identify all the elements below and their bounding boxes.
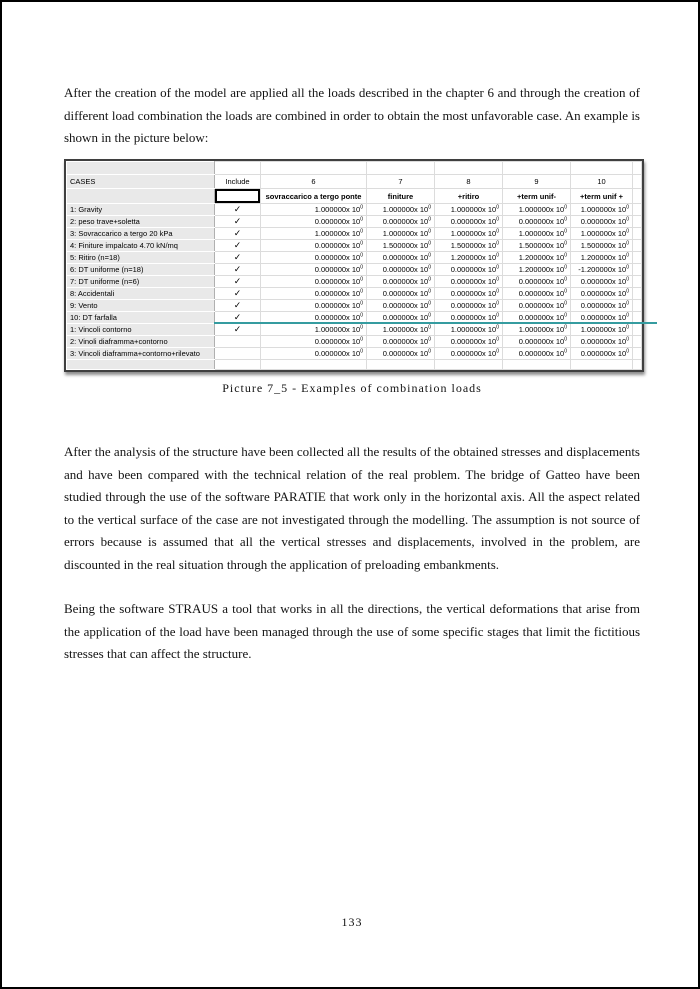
column-name-header: +term unif +	[571, 189, 633, 204]
blank-cell	[633, 216, 642, 228]
blank-cell	[215, 360, 261, 370]
load-factor-value: 0.000000x $10^0$	[435, 264, 503, 276]
load-factor-value: 0.000000x $10^0$	[435, 348, 503, 360]
load-factor-value: 0.000000x $10^0$	[571, 216, 633, 228]
blank-cell	[633, 324, 642, 336]
include-checkmark: ✓	[215, 216, 261, 228]
load-factor-value: 1.000000x $10^0$	[571, 204, 633, 216]
teal-divider-line	[214, 322, 657, 324]
label-blank-cell	[67, 360, 215, 370]
table-row	[67, 336, 642, 348]
paragraph-analysis: After the analysis of the structure have been collected all the results of the obtained stresses and displacements and have been compared with the technical relation of the real problem. The bridge of Gatteo have been studied through the use of the software PARATIE that work only in the horizontal axis. All the aspect related to the vertical surface of the case are not investigated through the modelling. The assumption is not source of errors because is assumed that all the vertical stresses and displacements, involved in the problem, are discounted in the real situation through the application of preloading embankments.	[64, 444, 640, 572]
load-factor-value: 1.500000x $10^0$	[435, 240, 503, 252]
blank-cell	[503, 162, 571, 175]
load-factor-value: 0.000000x $10^0$	[261, 276, 367, 288]
table-row	[67, 162, 642, 175]
figure-caption: Picture 7_5 - Examples of combination loads	[222, 381, 482, 395]
blank-cell	[633, 300, 642, 312]
column-name-header: +term unif-	[503, 189, 571, 204]
load-factor-value: 0.000000x $10^0$	[367, 312, 435, 324]
load-factor-value: 1.000000x $10^0$	[571, 228, 633, 240]
blank-cell	[633, 228, 642, 240]
case-label: 7: DT uniforme (n=6)	[67, 276, 215, 288]
load-factor-value: 1.000000x $10^0$	[261, 204, 367, 216]
load-factor-value: 0.000000x $10^0$	[503, 348, 571, 360]
case-label: 10: DT farfalla	[67, 312, 215, 324]
load-factor-value: 0.000000x $10^0$	[261, 252, 367, 264]
load-factor-value: 1.500000x $10^0$	[367, 240, 435, 252]
load-factor-value: 1.000000x $10^0$	[503, 324, 571, 336]
include-checkmark: ✓	[215, 300, 261, 312]
case-label: 1: Gravity	[67, 204, 215, 216]
blank-cell	[571, 360, 633, 370]
blank-cell	[367, 360, 435, 370]
page-number: 133	[341, 915, 363, 929]
load-factor-value: 1.000000x $10^0$	[261, 228, 367, 240]
column-number-header: 8	[435, 175, 503, 189]
load-factor-value: 0.000000x $10^0$	[261, 288, 367, 300]
blank-cell	[633, 204, 642, 216]
load-factor-value: 1.000000x $10^0$	[503, 204, 571, 216]
load-factor-value: 0.000000x $10^0$	[571, 348, 633, 360]
load-factor-value: 1.200000x $10^0$	[571, 252, 633, 264]
table-row	[67, 348, 642, 360]
table-row	[67, 204, 642, 216]
load-factor-value: 0.000000x $10^0$	[435, 300, 503, 312]
table-row	[67, 288, 642, 300]
blank-cell	[633, 175, 642, 189]
include-checkmark: ✓	[215, 288, 261, 300]
blank-cell	[633, 348, 642, 360]
include-checkmark: ✓	[215, 324, 261, 336]
blank-cell	[435, 162, 503, 175]
load-factor-value: 0.000000x $10^0$	[571, 276, 633, 288]
blank-cell	[633, 336, 642, 348]
include-checkmark: ✓	[215, 264, 261, 276]
load-factor-value: 0.000000x $10^0$	[435, 288, 503, 300]
load-factor-value: 0.000000x $10^0$	[503, 216, 571, 228]
load-factor-value: 1.000000x $10^0$	[503, 228, 571, 240]
load-factor-value: 0.000000x $10^0$	[367, 300, 435, 312]
load-factor-value: 1.000000x $10^0$	[435, 204, 503, 216]
table-row	[67, 189, 642, 204]
case-label: 3: Sovraccarico a tergo 20 kPa	[67, 228, 215, 240]
blank-cell	[633, 162, 642, 175]
load-factor-value: 0.000000x $10^0$	[503, 312, 571, 324]
load-factor-value: 0.000000x $10^0$	[367, 336, 435, 348]
column-name-header: +ritiro	[435, 189, 503, 204]
include-checkmark: ✓	[215, 252, 261, 264]
load-factor-value: 0.000000x $10^0$	[435, 336, 503, 348]
blank-cell	[633, 288, 642, 300]
cases-header-cell: CASES	[67, 175, 215, 189]
load-combinations-table	[66, 161, 642, 370]
load-factor-value: 0.000000x $10^0$	[435, 276, 503, 288]
load-factor-value: 1.200000x $10^0$	[503, 252, 571, 264]
include-checkmark	[215, 336, 261, 348]
blank-cell	[633, 252, 642, 264]
column-name-header: finiture	[367, 189, 435, 204]
case-label: 1: Vincoli contorno	[67, 324, 215, 336]
load-factor-value: 0.000000x $10^0$	[261, 264, 367, 276]
include-checkmark	[215, 348, 261, 360]
load-factor-value: 1.000000x $10^0$	[367, 228, 435, 240]
column-number-header: 10	[571, 175, 633, 189]
case-label: 5: Ritiro (n=18)	[67, 252, 215, 264]
load-factor-value: 0.000000x $10^0$	[261, 300, 367, 312]
blank-cell	[261, 162, 367, 175]
load-factor-value: 0.000000x $10^0$	[261, 312, 367, 324]
blank-cell	[503, 360, 571, 370]
table-row	[67, 228, 642, 240]
load-factor-value: 0.000000x $10^0$	[261, 348, 367, 360]
load-factor-value: 0.000000x $10^0$	[367, 252, 435, 264]
load-factor-value: 0.000000x $10^0$	[367, 348, 435, 360]
paragraph-straus: Being the software STRAUS a tool that works in all the directions, the vertical deformations that arise from the application of the load have been managed through the use of some specific stages that limit the fictitious stresses that can affect the structure.	[64, 601, 640, 661]
load-factor-value: 1.000000x $10^0$	[261, 324, 367, 336]
table-row	[67, 252, 642, 264]
load-factor-value: 1.200000x $10^0$	[503, 264, 571, 276]
table-row	[67, 276, 642, 288]
load-factor-value: 0.000000x $10^0$	[367, 288, 435, 300]
include-checkmark: ✓	[215, 240, 261, 252]
combination-loads-figure	[64, 159, 644, 372]
load-factor-value: 0.000000x $10^0$	[367, 216, 435, 228]
case-label: 2: peso trave+soletta	[67, 216, 215, 228]
blank-cell	[633, 264, 642, 276]
load-factor-value: 0.000000x $10^0$	[261, 216, 367, 228]
load-factor-value: 1.000000x $10^0$	[571, 324, 633, 336]
load-factor-value: 0.000000x $10^0$	[503, 300, 571, 312]
case-label: 9: Vento	[67, 300, 215, 312]
table-row	[67, 360, 642, 370]
paragraph-intro: After the creation of the model are applied all the loads described in the chapter 6 and through the creation of different load combination the loads are combined in order to obtain the most unfavorable case. An example is shown in the picture below:	[64, 85, 640, 145]
load-factor-value: 0.000000x $10^0$	[435, 216, 503, 228]
case-label: 2: Vinoli diaframma+contorno	[67, 336, 215, 348]
case-label: 8: Accidentali	[67, 288, 215, 300]
load-factor-value: 0.000000x $10^0$	[261, 336, 367, 348]
include-checkmark: ✓	[215, 204, 261, 216]
blank-cell	[215, 162, 261, 175]
load-factor-value: 0.000000x $10^0$	[571, 288, 633, 300]
load-factor-value: 0.000000x $10^0$	[367, 276, 435, 288]
load-factor-value: 1.000000x $10^0$	[435, 324, 503, 336]
blank-cell	[367, 162, 435, 175]
load-factor-value: 0.000000x $10^0$	[503, 336, 571, 348]
load-factor-value: 1.500000x $10^0$	[571, 240, 633, 252]
selected-cell	[215, 189, 261, 204]
load-factor-value: 0.000000x $10^0$	[261, 240, 367, 252]
load-factor-value: 1.500000x $10^0$	[503, 240, 571, 252]
include-checkmark: ✓	[215, 276, 261, 288]
blank-cell	[633, 276, 642, 288]
blank-cell	[633, 360, 642, 370]
include-checkmark: ✓	[215, 312, 261, 324]
table-row	[67, 264, 642, 276]
blank-cell	[633, 240, 642, 252]
column-number-header: 7	[367, 175, 435, 189]
table-row	[67, 216, 642, 228]
include-header-cell: Include	[215, 175, 261, 189]
load-factor-value: 1.000000x $10^0$	[435, 228, 503, 240]
table-row	[67, 300, 642, 312]
load-factor-value: 1.000000x $10^0$	[367, 324, 435, 336]
case-label: 6: DT uniforme (n=18)	[67, 264, 215, 276]
column-number-header: 9	[503, 175, 571, 189]
blank-cell	[261, 360, 367, 370]
label-blank-cell	[67, 189, 215, 204]
load-factor-value: 0.000000x $10^0$	[367, 264, 435, 276]
table-row	[67, 240, 642, 252]
corner-blank-cell	[67, 162, 215, 175]
load-factor-value: 0.000000x $10^0$	[503, 288, 571, 300]
column-name-header: sovraccarico a tergo ponte	[261, 189, 367, 204]
load-factor-value: 0.000000x $10^0$	[435, 312, 503, 324]
load-factor-value: 0.000000x $10^0$	[571, 336, 633, 348]
table-row	[67, 175, 642, 189]
load-factor-value: 1.200000x $10^0$	[435, 252, 503, 264]
load-factor-value: 0.000000x $10^0$	[503, 276, 571, 288]
blank-cell	[633, 189, 642, 204]
case-label: 3: Vincoli diaframma+contorno+rilevato	[67, 348, 215, 360]
include-checkmark: ✓	[215, 228, 261, 240]
case-label: 4: Finiture impalcato 4.70 kN/mq	[67, 240, 215, 252]
load-factor-value: 0.000000x $10^0$	[571, 300, 633, 312]
column-number-header: 6	[261, 175, 367, 189]
load-factor-value: 1.000000x $10^0$	[367, 204, 435, 216]
table-row	[67, 324, 642, 336]
blank-cell	[435, 360, 503, 370]
load-factor-value: -1.200000x $10^0$	[571, 264, 633, 276]
blank-cell	[571, 162, 633, 175]
load-factor-value: 0.000000x $10^0$	[571, 312, 633, 324]
